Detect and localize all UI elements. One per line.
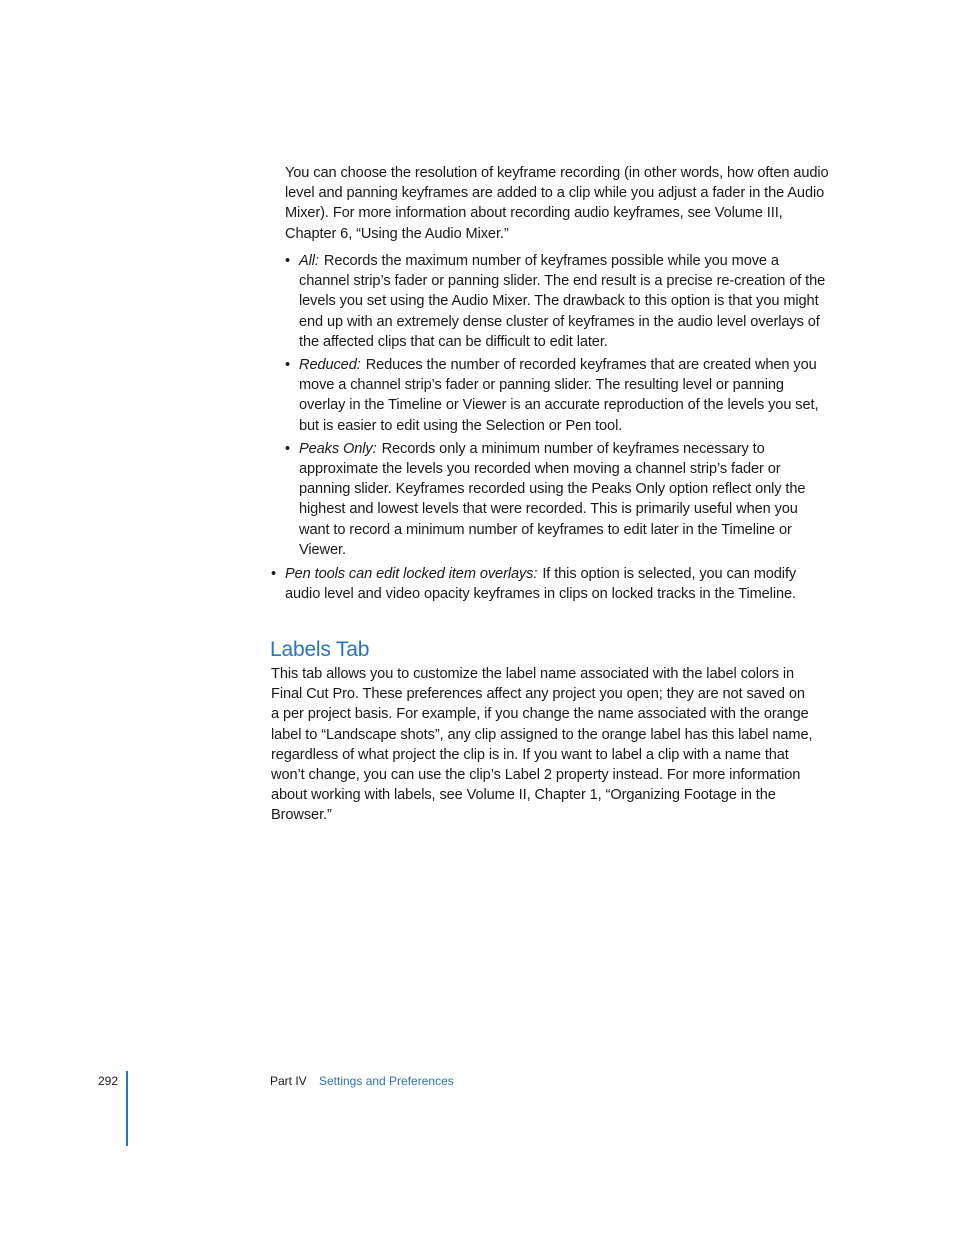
footer-divider bbox=[126, 1071, 128, 1146]
intro-paragraph: You can choose the resolution of keyframe recording (in other words, how often audio level and panning keyframes are added to a clip while you adjust a fader in the Audio Mixer). For more information about recording audio keyframes, see Volume III, Chapter 6, “Using the Audio Mixer.” bbox=[285, 165, 829, 242]
option-term: Reduced: bbox=[299, 357, 361, 374]
list-item bbox=[285, 439, 830, 560]
section-heading: Labels Tab bbox=[270, 638, 370, 661]
preference-options-list bbox=[271, 564, 831, 604]
option-description: Records only a minimum number of keyframes necessary to approximate the levels you recorded when moving a channel strip’s fader or panning slider. Keyframes recorded using the Peaks Only option reflect only the highest and lowest levels that were recorded. This is primarily useful when you want to record a minimum number of keyframes to edit later in the Timeline or Viewer. bbox=[299, 440, 806, 558]
footer-part-label: Part IV bbox=[270, 1074, 307, 1088]
list-item bbox=[285, 251, 830, 352]
list-item bbox=[285, 355, 830, 436]
bullet-icon: • bbox=[271, 566, 277, 582]
bullet-icon: • bbox=[285, 440, 291, 457]
footer-chapter-title: Settings and Preferences bbox=[319, 1074, 454, 1088]
option-term: Pen tools can edit locked item overlays: bbox=[285, 566, 538, 582]
bullet-icon: • bbox=[285, 357, 291, 374]
list-item bbox=[271, 564, 831, 604]
section-body: This tab allows you to customize the label name associated with the label colors in Final Cut Pro. These preferences affect any project you open; they are not saved on a per project basis. For example, if you change the name associated with the orange label to “Landscape shots”, any clip assigned to the orange label has this label name, regardless of what project the clip is in. If you want to label a clip with a name that won’t change, you can use the clip’s Label 2 property instead. For more information about working with labels, see Volume II, Chapter 1, “Organizing Footage in the Browser.” bbox=[271, 666, 813, 824]
option-term: Peaks Only: bbox=[299, 440, 377, 457]
option-description: If this option is selected, you can modify audio level and video opacity keyframes in clips on locked tracks in the Timeline. bbox=[285, 566, 797, 603]
recording-options-list bbox=[285, 251, 830, 563]
page-number: 292 bbox=[98, 1074, 119, 1088]
bullet-icon: • bbox=[285, 253, 291, 269]
option-description: Records the maximum number of keyframes possible while you move a channel strip’s fader or panning slider. The end result is a precise re-creation of the levels you set using the Audio Mixer. The drawback to this option is that you might end up with an extremely dense cluster of keyframes in the audio level overlays of the affected clips that can be difficult to edit later. bbox=[299, 253, 826, 350]
option-description: Reduces the number of recorded keyframes that are created when you move a channel strip’s fader or panning slider. The resulting level or panning overlay in the Timeline or Viewer is an accurate reproduction of the levels you set, but is easier to edit using the Selection or Pen tool. bbox=[299, 357, 819, 434]
option-term: All: bbox=[299, 253, 319, 269]
